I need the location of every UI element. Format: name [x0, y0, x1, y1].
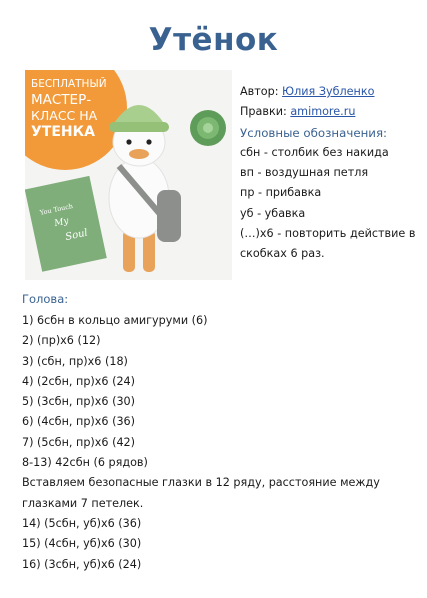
step-line: 1) 6сбн в кольцо амигуруми (6) — [22, 314, 208, 327]
step-line: 15) (4сбн, уб)х6 (30) — [22, 537, 142, 551]
step-line: 16) (3сбн, уб)х6 (24) — [22, 557, 142, 571]
section-title-head: Голова: — [22, 292, 69, 306]
step-line: 4) (2сбн, пр)х6 (24) — [22, 374, 136, 388]
edits-label: Правки: — [240, 105, 287, 119]
succulent-plant — [190, 110, 226, 146]
step-line: 2) (пр)х6 (12) — [22, 334, 101, 348]
step-line: 7) (5сбн, пр)х6 (42) — [22, 435, 136, 449]
legend-item: уб - убавка — [240, 206, 306, 220]
legend-title: Условные обозначения: — [240, 125, 388, 140]
legend-item: вп - воздушная петля — [240, 166, 369, 180]
legend-item: пр - прибавка — [240, 186, 322, 200]
duckling-illustration — [25, 70, 232, 280]
card-line-2: My — [53, 216, 70, 230]
card-line-3: Soul — [64, 227, 89, 244]
author-row — [240, 82, 420, 102]
badge-line-2: МАСТЕР- — [31, 92, 92, 108]
author-link[interactable]: Юлия Зубленко — [282, 85, 375, 98]
step-note: Вставляем безопасные глазки в 12 ряду, расстояние между глазками 7 петелек. — [22, 476, 380, 510]
duck-bag — [157, 190, 181, 242]
badge-line-4: УТЕНКА — [31, 124, 95, 140]
legend-item: скобках 6 раз. — [240, 247, 325, 261]
step-line: 14) (5сбн, уб)х6 (36) — [22, 516, 142, 530]
edits-row — [240, 102, 420, 122]
author-label: Автор: — [240, 85, 279, 98]
step-line: 8-13) 42сбн (6 рядов) — [22, 456, 148, 470]
badge-line-1: БЕСПЛАТНЫЙ — [31, 78, 107, 90]
site-link[interactable]: amimore.ru — [290, 105, 356, 119]
badge-line-3: КЛАСС НА — [31, 108, 98, 123]
step-line: 5) (3сбн, пр)х6 (30) — [22, 395, 136, 409]
card-line-1: You Touch — [39, 202, 74, 217]
legend-item: (…)х6 - повторить действие в — [240, 227, 416, 241]
step-line: 3) (сбн, пр)х6 (18) — [22, 354, 128, 368]
step-line: 6) (4сбн, пр)х6 (36) — [22, 415, 136, 429]
duckling-photo — [25, 70, 232, 280]
duck-beak — [129, 149, 149, 159]
pattern-info — [240, 82, 420, 265]
pattern-steps — [22, 311, 412, 575]
page-title: Утёнок — [148, 22, 279, 58]
legend-item: сбн - столбик без накида — [240, 145, 389, 159]
